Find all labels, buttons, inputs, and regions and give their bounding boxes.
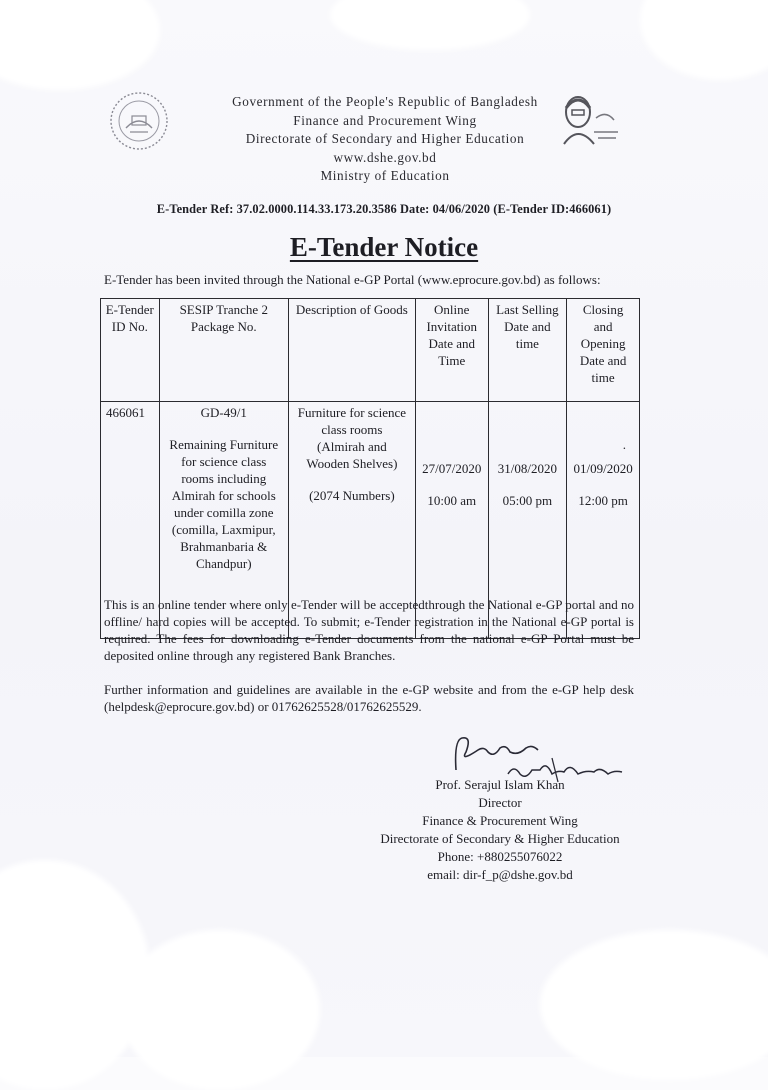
signatory-wing: Finance & Procurement Wing (422, 813, 578, 828)
cell-last-selling: 31/08/2020 05:00 pm (488, 402, 567, 639)
cell-closing: . 01/09/2020 12:00 pm (567, 402, 640, 639)
header-wing: Finance and Procurement Wing (293, 113, 477, 128)
header-description: Description of Goods (288, 299, 415, 402)
signatory-office: Directorate of Secondary & Higher Education (380, 831, 620, 846)
tender-reference: E-Tender Ref: 37.02.0000.114.33.173.20.3586 Date: 04/06/2020 (E-Tender ID:466061) (156, 202, 612, 216)
intro-text: E-Tender has been invited through the National e-GP Portal (www.eprocure.gov.bd) as follows: (104, 272, 601, 287)
header-ministry: Ministry of Education (320, 168, 450, 183)
header-last-selling: Last Selling Date and time (488, 299, 567, 402)
header-invitation: Online Invitation Date and Time (415, 299, 488, 402)
signatory-name: Prof. Serajul Islam Khan (435, 777, 565, 792)
cell-tender-id: 466061 (101, 402, 160, 639)
signatory-block (360, 776, 640, 884)
signatory-email: email: dir-f_p@dshe.gov.bd (427, 867, 573, 882)
cell-package: GD-49/1 Remaining Furniture for science class rooms including Almirah for schools under comilla zone (comilla, Laxmipur, Brahmanbaria & Chandpur) (159, 402, 288, 639)
cell-goods: Furniture for science class rooms (Almirah and Wooden Shelves) (2074 Numbers) (288, 402, 415, 639)
cell-invitation: 27/07/2020 10:00 am (415, 402, 488, 639)
signatory-designation: Director (478, 795, 522, 810)
header-government: Government of the People's Republic of Bangladesh (232, 94, 538, 109)
page-title: E-Tender Notice (289, 232, 479, 262)
header-closing: Closing and Opening Date and time (567, 299, 640, 402)
tender-table (100, 298, 640, 639)
table-header-row (101, 299, 640, 402)
header-directorate: Directorate of Secondary and Higher Education (245, 131, 525, 146)
online-tender-paragraph: This is an online tender where only e-Tender will be acceptedthrough the National e-GP portal and no offline/ hard copies will be accepted. To submit; e-Tender registration in the National e-GP portal is required. The fees for downloading e-Tender documents from the national e-GP Portal must be deposited online through any registered Bank Branches. (104, 597, 634, 663)
header-package-no: SESIP Tranche 2 Package No. (159, 299, 288, 402)
goods-quantity: (2074 Numbers) (309, 488, 395, 503)
header-tender-id: E-Tender ID No. (101, 299, 160, 402)
header-website: www.dshe.gov.bd (333, 150, 437, 165)
package-code: GD-49/1 (200, 405, 247, 420)
further-info-paragraph: Further information and guidelines are available in the e-GP website and from the e-GP help desk (helpdesk@eprocure.gov.bd) or 01762625528/01762625529. (104, 682, 634, 714)
signatory-phone: Phone: +880255076022 (437, 849, 563, 864)
